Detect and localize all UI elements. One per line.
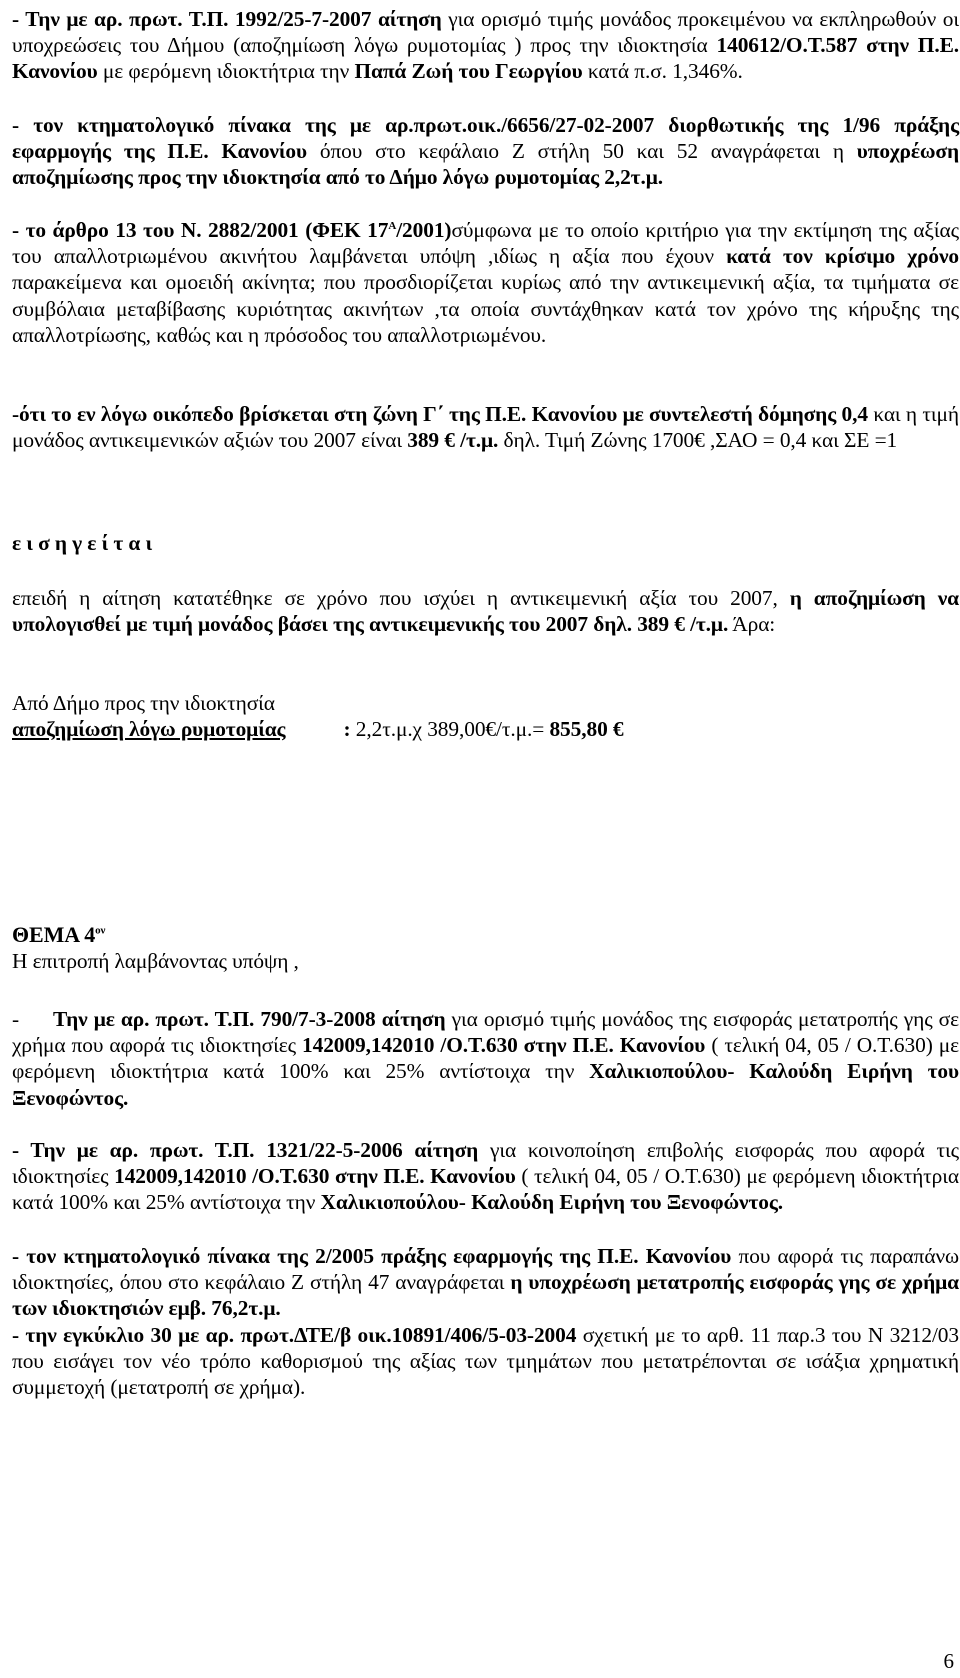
bold-text: /2001) xyxy=(396,218,452,242)
bold-text: - τον κτηματολογικό πίνακα της με αρ.πρωτ.οικ./6656/27-02-2007 διορθωτικής της 1/96 πράξης εφαρμογής της Π.Ε. Κανονίου xyxy=(12,113,959,164)
bold-text: κατά τον κρίσιμο χρόνο xyxy=(726,244,959,269)
bold-text: - την εγκύκλιο 30 με αρ. πρωτ.ΔΤΕ/β οικ.10891/406/5-03-2004 xyxy=(12,1323,577,1347)
colon: : xyxy=(343,717,351,741)
paragraph-application-1321 xyxy=(12,1137,959,1216)
bold-text: -ότι το εν λόγω οικόπεδο βρίσκεται στη ζώνη Γ΄ της Π.Ε. Κανονίου με συντελεστή δόμησης 0,4 xyxy=(12,402,868,426)
paragraph-from-municipality xyxy=(12,690,959,716)
text: ( τελική 04, 05 / Ο.Τ.630) με φερόμενη ιδιοκτήτρια κατά 100% και 25% αντίστοιχα την xyxy=(12,1033,959,1084)
text: σύμφωνα με το οποίο κριτήριο για την εκτίμηση της αξίας του απαλλοτριωμένου ακινήτου λαμβάνεται υπόψη ,ιδίως η αξία που έχουν xyxy=(12,218,960,269)
text: Άρα: xyxy=(728,612,776,637)
bold-text: - Την με αρ. πρωτ. Τ.Π. 1321/22-5-2006 αίτηση xyxy=(12,1138,479,1162)
heading-text: ε ι σ η γ ε ί τ α ι xyxy=(12,531,152,555)
compensation-total: 855,80 € xyxy=(549,717,624,741)
dash: - xyxy=(12,1007,20,1031)
bold-text: 142009,142010 /Ο.Τ.630 στην Π.Ε. Κανονίου xyxy=(302,1033,706,1058)
text: Από Δήμο προς την ιδιοκτησία xyxy=(12,691,275,715)
compensation-label: αποζημίωση λόγω ρυμοτομίας xyxy=(12,717,286,741)
bold-text: υποχρέωση αποζημίωσης προς την ιδιοκτησία από το Δήμο λόγω ρυμοτομίας 2,2τ.μ. xyxy=(12,139,959,190)
superscript: Α xyxy=(388,219,397,232)
text: όπου στο κεφάλαιο Ζ στήλη 50 και 52 αναγράφεται η xyxy=(307,139,857,164)
text: για κοινοποίηση επιβολής εισφοράς που αφορά τις ιδιοκτησίες xyxy=(12,1138,959,1189)
text: ( τελική 04, 05 / Ο.Τ.630) με φερόμενη ιδιοκτήτρια κατά 100% και 25% αντίστοιχα την xyxy=(12,1164,959,1215)
paragraph-application-1992 xyxy=(12,6,959,85)
bold-text: Την με αρ. πρωτ. Τ.Π. 790/7-3-2008 αίτηση xyxy=(53,1007,446,1031)
text: και η τιμή μονάδος αντικειμενικών αξιών του 2007 είναι xyxy=(12,402,959,453)
text: δηλ. Τιμή Ζώνης 1700€ ,ΣΑΟ = 0,4 και ΣΕ =1 xyxy=(498,428,898,453)
paragraph-zone-info xyxy=(12,401,959,453)
bold-text: 140612/Ο.Τ.587 στην Π.Ε. Κανονίου xyxy=(12,33,959,84)
proposal-heading xyxy=(12,530,959,556)
bold-text: Παπά Ζωή του Γεωργίου xyxy=(354,59,583,84)
theme-heading xyxy=(12,922,959,948)
text: για ορισμό τιμής μονάδος προκειμένου να εκπληρωθούν οι υποχρεώσεις του Δήμου (αποζημίωση λόγω ρυμοτομίας ) προς την ιδιοκτησία xyxy=(12,7,959,58)
paragraph-compensation-calc xyxy=(12,716,959,742)
text: κατά π.σ. 1,346%. xyxy=(582,59,743,84)
theme-title: ΘΕΜΑ 4 xyxy=(12,922,96,947)
bold-text: - Την με αρ. πρωτ. Τ.Π. 1992/25-7-2007 αίτηση xyxy=(12,7,442,31)
bold-text: Χαλικιοπούλου- Καλούδη Ειρήνη του Ξενοφώντος. xyxy=(12,1059,959,1110)
paragraph-cadastral-2005 xyxy=(12,1243,959,1322)
text: με φερόμενη ιδιοκτήτρια την xyxy=(97,59,355,84)
paragraph-committee xyxy=(12,948,959,974)
bold-text: 142009,142010 /Ο.Τ.630 στην Π.Ε. Κανονίου xyxy=(114,1164,516,1189)
calculation-text: 2,2τ.μ.χ 389,00€/τ.μ.= xyxy=(350,717,550,741)
text: για ορισμό τιμής μονάδος της εισφοράς μετατροπής γης σε χρήμα που αφορά τις ιδιοκτησίες xyxy=(12,1007,959,1058)
bold-text: η αποζημίωση να υπολογισθεί με τιμή μονάδος βάσει της αντικειμενικής του 2007 δηλ. 389 € /τ.μ. xyxy=(12,586,959,637)
bold-text: - το άρθρο 13 του Ν. 2882/2001 (ΦΕΚ 17 xyxy=(12,218,389,242)
paragraph-article-13 xyxy=(12,217,959,348)
bold-text: η υποχρέωση μετατροπής εισφοράς γης σε χρήμα των ιδιοκτησιών εμβ. 76,2τ.μ. xyxy=(12,1270,959,1321)
bold-text: Χαλικιοπούλου- Καλούδη Ειρήνη του Ξενοφώντος. xyxy=(320,1190,784,1215)
paragraph-application-790 xyxy=(12,1006,959,1111)
bold-text: 389 € /τ.μ. xyxy=(407,428,499,453)
text: σχετική με το αρθ. 11 παρ.3 του Ν 3212/03 που εισάγει τον νέο τρόπο καθορισμού της αξίας των τμημάτων που μετατρέπονται σε ισάξια χρηματική συμμετοχή (μετατροπή σε χρήμα). xyxy=(12,1323,959,1400)
superscript: ον xyxy=(95,924,106,937)
paragraph-compensation-basis xyxy=(12,585,959,637)
paragraph-cadastral-table xyxy=(12,112,959,191)
text: Η επιτροπή λαμβάνοντας υπόψη , xyxy=(12,949,299,973)
text: παρακείμενα και ομοειδή ακίνητα; που προσδιορίζεται κυρίως από την αντικειμενική αξία, τα τιμήματα σε συμβόλαια μεταβίβασης κυριότητας ακινήτων ,τα οποία συντάχθηκαν κατά τον χρόνο της κήρυξης της απαλλοτρίωσης, καθώς και η πρόσοδος του απαλλοτριωμένου. xyxy=(12,270,959,347)
bold-text: - τον κτηματολογικό πίνακα της 2/2005 πράξης εφαρμογής της Π.Ε. Κανονίου xyxy=(12,1244,732,1268)
paragraph-circular-30 xyxy=(12,1322,959,1401)
text: που αφορά τις παραπάνω ιδιοκτησίες, όπου στο κεφάλαιο Ζ στήλη 47 αναγράφεται xyxy=(12,1244,959,1295)
page-number: 6 xyxy=(943,1649,954,1673)
text: επειδή η αίτηση κατατέθηκε σε χρόνο που ισχύει η αντικειμενική αξία του 2007, xyxy=(12,586,790,610)
